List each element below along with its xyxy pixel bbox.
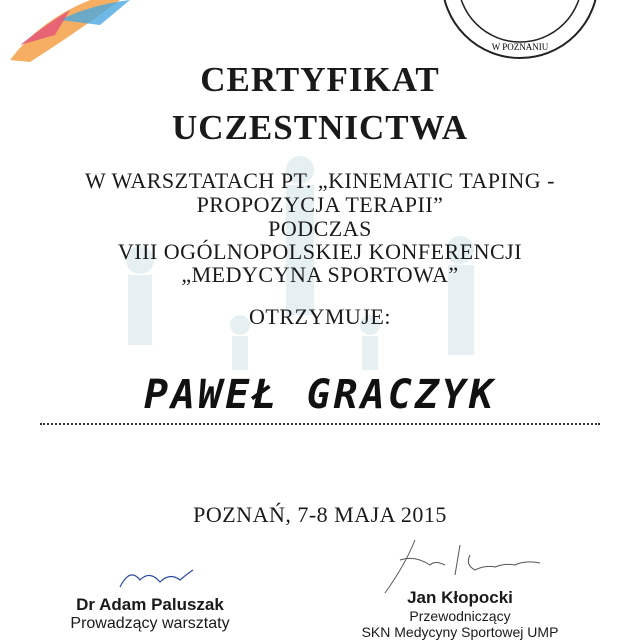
signer-organization: SKN Medycyny Sportowej UMP [361,624,559,640]
signature-block-2 [340,588,580,640]
signature-klopocki [375,535,575,595]
certificate-title: CERTYFIKAT [200,60,440,99]
signature-paluszak [115,562,195,592]
signer-name: Dr Adam Paluszak [76,595,224,614]
subtitle-line: VIII OGÓLNOPOLSKIEJ KONFERENCJI [117,239,523,264]
place-date: POZNAŃ, 7-8 MAJA 2015 [193,502,447,527]
receives-label: OTRZYMUJE: [249,304,391,329]
certificate-title-2: UCZESTNICTWA [172,108,468,147]
name-underline [40,423,600,425]
signer-role: Przewodniczący [409,608,511,624]
seal-text: W POZNANIU [491,42,549,52]
signer-role: Prowadzący warsztaty [70,615,230,632]
signer-name: Jan Kłopocki [407,588,513,607]
subtitle-line: PROPOZYCJA TERAPII” [196,192,444,217]
signature-block-1 [50,595,250,633]
subtitle-line: PODCZAS [268,216,372,241]
subtitle-line: W WARSZTATACH PT. „KINEMATIC TAPING - [85,168,555,193]
recipient-name: PAWEŁ GRACZYK [143,372,497,418]
subtitle-line: „MEDYCYNA SPORTOWA” [181,262,459,287]
